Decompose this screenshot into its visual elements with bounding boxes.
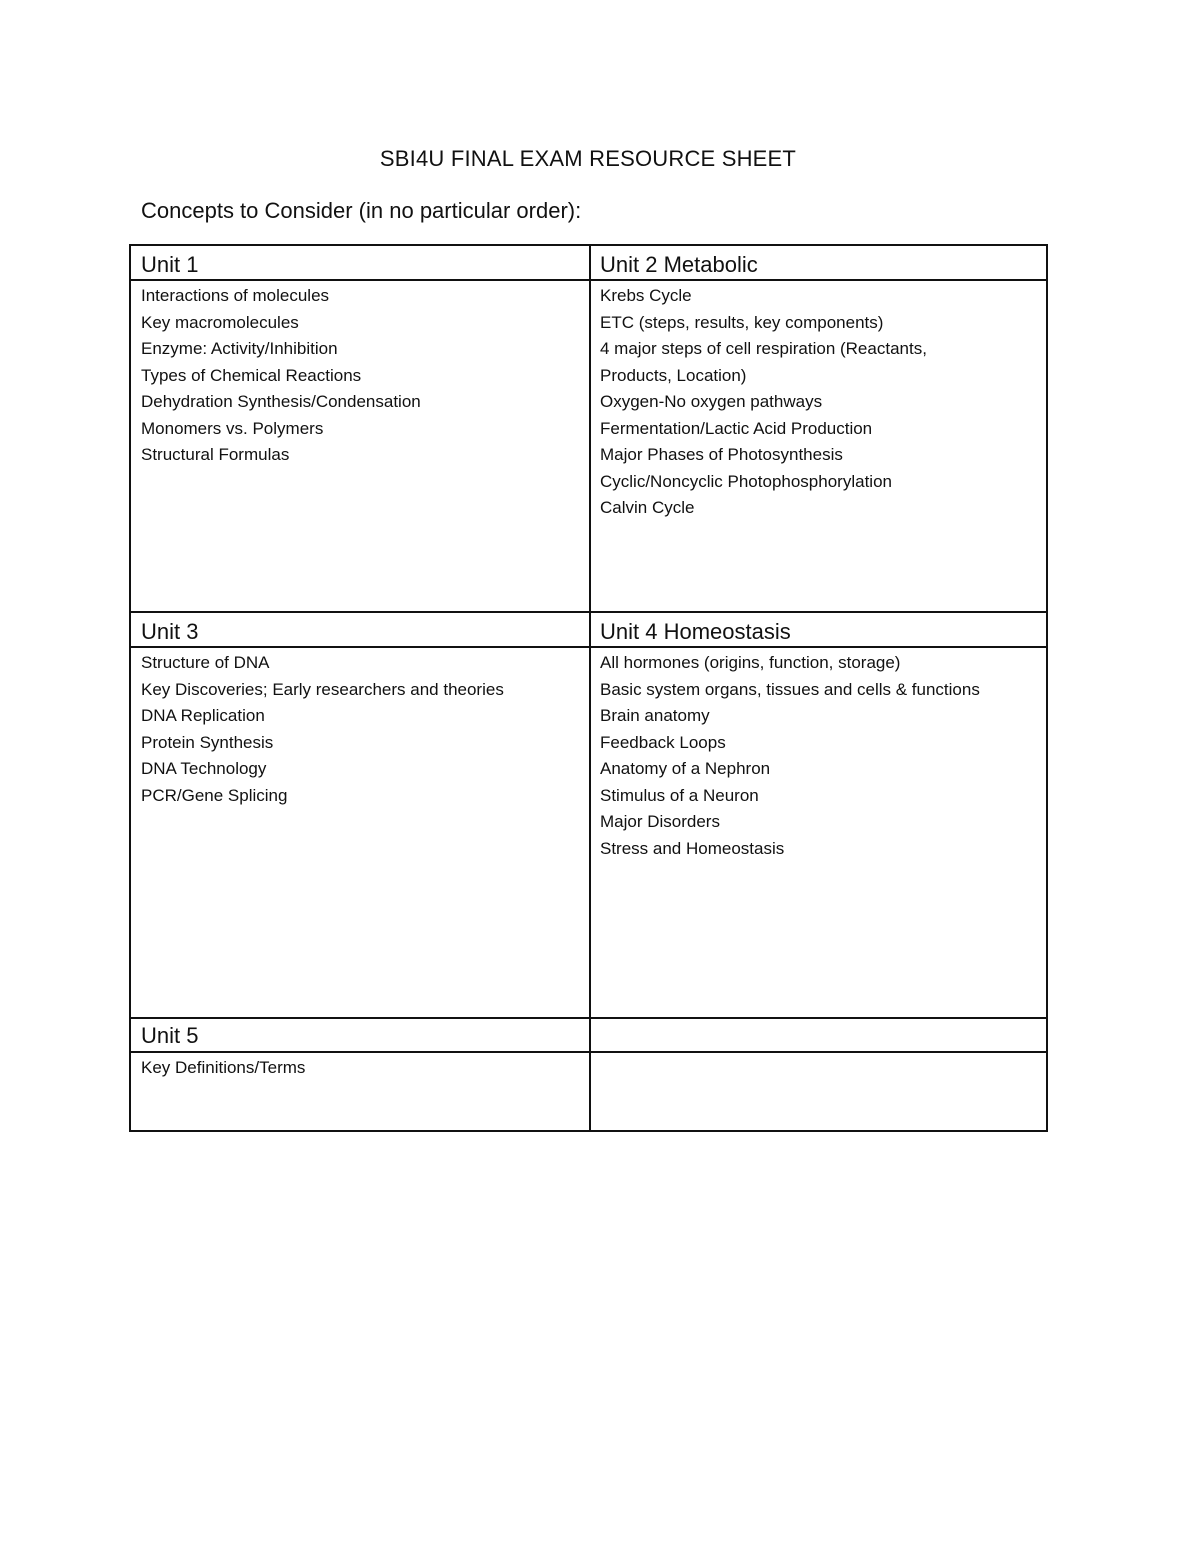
list-item: Major Phases of Photosynthesis [600, 445, 843, 464]
list-item: All hormones (origins, function, storage) [600, 653, 901, 672]
unit-5-list [141, 1055, 305, 1082]
list-item: Types of Chemical Reactions [141, 365, 362, 385]
list-item: Structure of DNA [141, 653, 270, 672]
list-item: Interactions of molecules [141, 286, 330, 305]
list-item: ETC (steps, results, key components) [600, 312, 884, 332]
list-item: 4 major steps of cell respiration (Reactants, [600, 339, 927, 358]
list-item: Calvin Cycle [600, 498, 695, 517]
list-item: PCR/Gene Splicing [141, 785, 288, 805]
document-subtitle: Concepts to Consider (in no particular order): [141, 198, 582, 223]
unit-4-list [600, 650, 980, 862]
unit-4-heading: Unit 4 Homeostasis [600, 619, 791, 644]
list-item: Key Discoveries; Early researchers and theories [141, 679, 504, 699]
column-divider [589, 246, 591, 1130]
list-item: Protein Synthesis [141, 732, 274, 752]
list-item: Cyclic/Noncyclic Photophosphorylation [600, 471, 892, 491]
unit-3-heading: Unit 3 [141, 619, 199, 644]
list-item: Fermentation/Lactic Acid Production [600, 418, 873, 438]
list-item: Oxygen-No oxygen pathways [600, 392, 823, 411]
list-item: Brain anatomy [600, 706, 710, 725]
list-item: Krebs Cycle [600, 286, 692, 305]
list-item: Key macromolecules [141, 312, 299, 332]
units-table [129, 244, 1048, 1132]
unit-1-heading: Unit 1 [141, 252, 199, 277]
list-item: Products, Location) [600, 365, 747, 385]
list-item: Feedback Loops [600, 732, 726, 752]
unit-2-list [600, 283, 927, 522]
unit-1-list [141, 283, 421, 469]
list-item: Stimulus of a Neuron [600, 785, 759, 805]
list-item: Anatomy of a Nephron [600, 759, 771, 778]
list-item: Monomers vs. Polymers [141, 418, 324, 438]
list-item: DNA Technology [141, 759, 267, 778]
list-item: Structural Formulas [141, 445, 290, 464]
list-item: Basic system organs, tissues and cells & functions [600, 679, 980, 699]
list-item: DNA Replication [141, 706, 265, 725]
unit-5-heading: Unit 5 [141, 1023, 199, 1048]
document-title: SBI4U FINAL EXAM RESOURCE SHEET [379, 146, 797, 171]
list-item: Major Disorders [600, 812, 720, 831]
unit-2-heading: Unit 2 Metabolic [600, 252, 758, 277]
list-item: Stress and Homeostasis [600, 838, 785, 858]
unit-3-list [141, 650, 504, 809]
list-item: Enzyme: Activity/Inhibition [141, 339, 338, 358]
list-item: Dehydration Synthesis/Condensation [141, 392, 421, 411]
list-item: Key Definitions/Terms [141, 1058, 306, 1077]
